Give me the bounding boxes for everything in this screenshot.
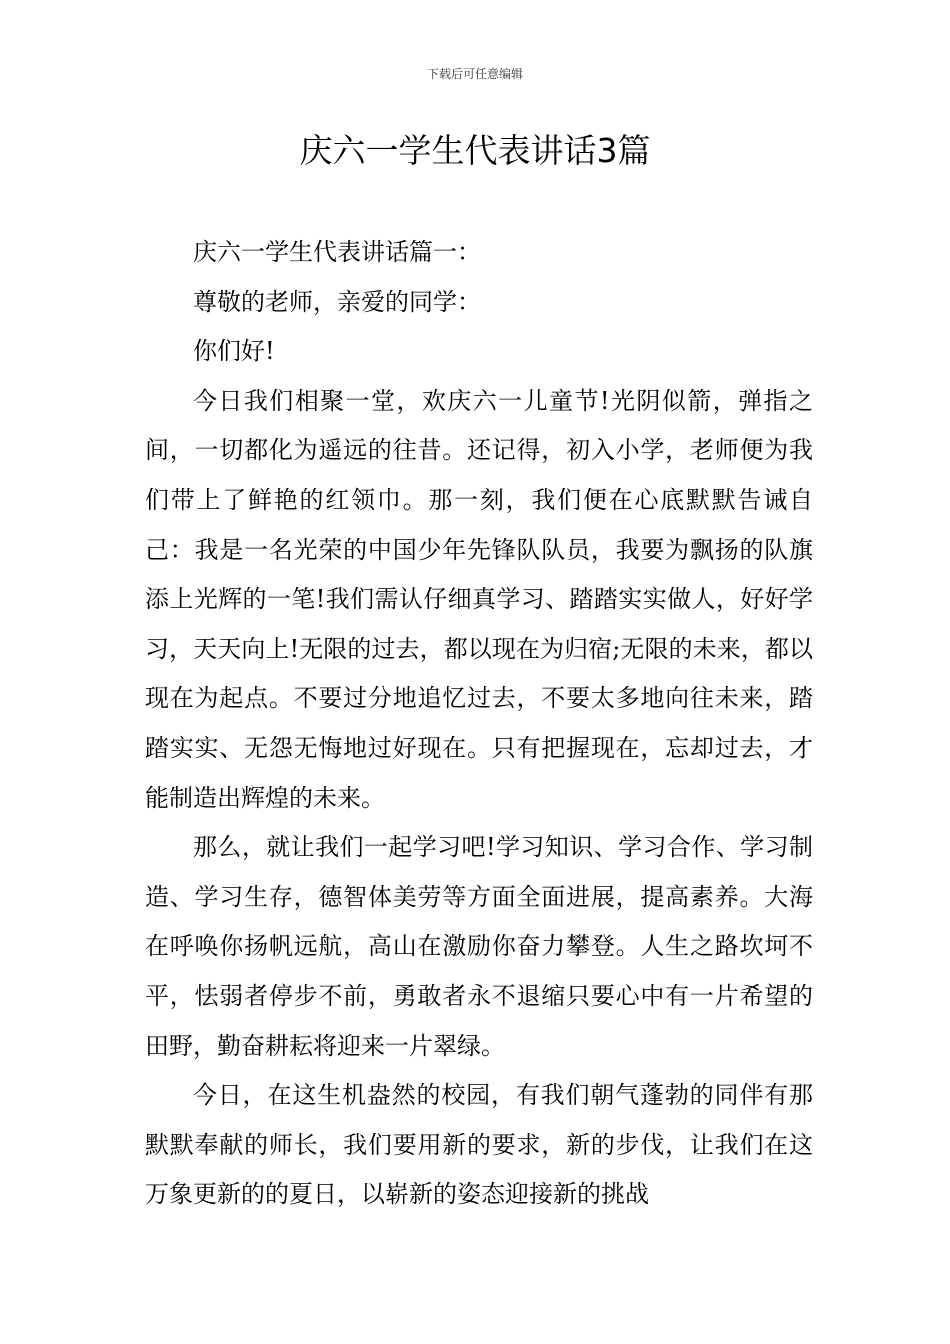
paragraph-body-3: 今日，在这生机盎然的校园，有我们朝气蓬勃的同伴有那默默奉献的师长，我们要用新的要求，新的步伐，让我们在这万象更新的的夏日，以崭新的姿态迎接新的挑战 <box>145 1081 813 1209</box>
document-title: 庆六一学生代表讲话3篇 <box>299 131 651 170</box>
paragraph-salutation: 尊敬的老师，亲爱的同学： <box>193 287 481 316</box>
paragraph-greeting: 你们好! <box>193 337 275 366</box>
paragraph-body-1: 今日我们相聚一堂，欢庆六一儿童节!光阴似箭，弹指之间，一切都化为遥远的往昔。还记得，初入小学，老师便为我们带上了鲜艳的红领巾。那一刻，我们便在心底默默告诫自己：我是一名光荣的中国少年先锋队队员，我要为飘扬的队旗添上光辉的一笔!我们需认仔细真学习、踏踏实实做人，好好学习，天天向上!无限的过去，都以现在为归宿;无限的未来，都以现在为起点。不要过分地追忆过去，不要太多地向往未来，踏踏实实、无怨无悔地过好现在。只有把握现在，忘却过去，才能制造出辉煌的未来。 <box>145 386 813 812</box>
header-note: 下载后可任意编辑 <box>426 67 523 81</box>
document-body <box>145 228 813 1220</box>
paragraph-body-2: 那么，就让我们一起学习吧!学习知识、学习合作、学习制造、学习生存，德智体美劳等方面全面进展，提高素养。大海在呼唤你扬帆远航，高山在激励你奋力攀登。人生之路坎坷不平，怯弱者停步不前，勇敢者永不退缩只要心中有一片希望的田野，勤奋耕耘将迎来一片翠绿。 <box>145 833 813 1060</box>
paragraph-section-heading: 庆六一学生代表讲话篇一： <box>193 238 481 266</box>
